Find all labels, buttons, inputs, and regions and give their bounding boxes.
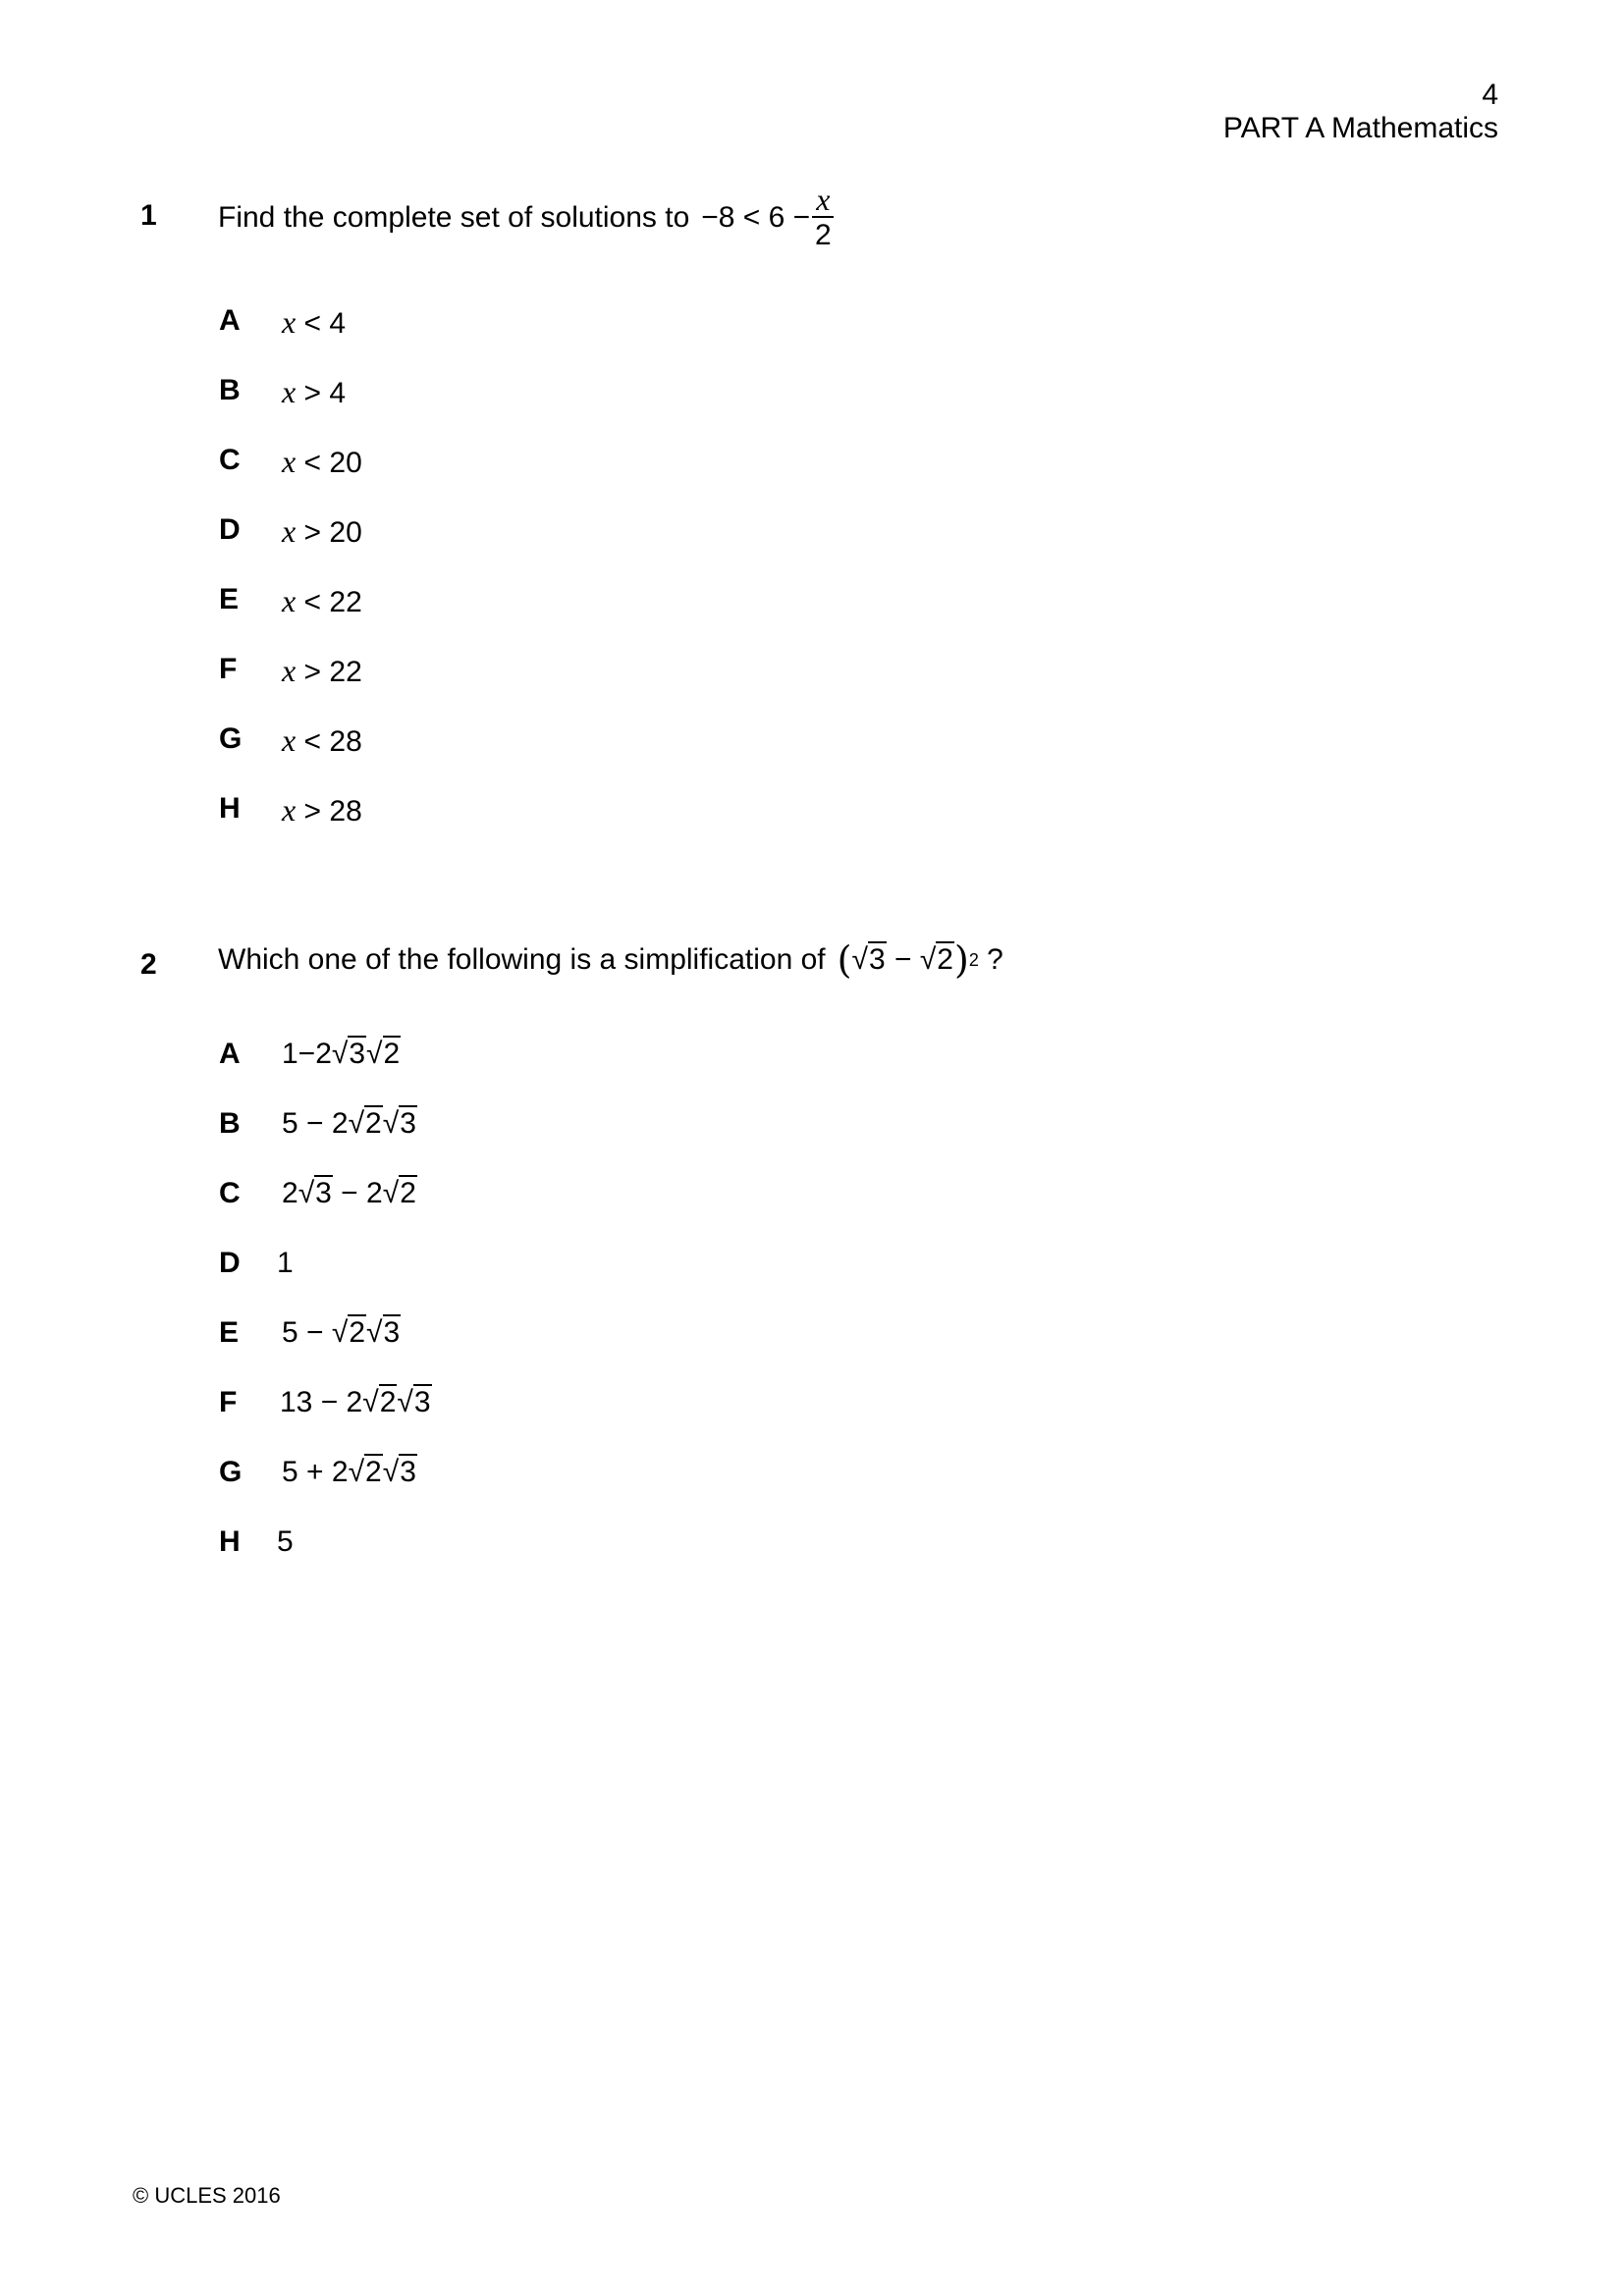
option-letter: C xyxy=(219,444,241,476)
question-stem xyxy=(218,938,1003,982)
stem-fraction xyxy=(812,183,834,253)
option-e[interactable] xyxy=(0,583,785,622)
option-c[interactable] xyxy=(0,1177,785,1216)
option-b[interactable] xyxy=(0,1107,785,1147)
option-d[interactable] xyxy=(0,1247,785,1286)
option-letter: E xyxy=(219,1316,240,1349)
option-letter: B xyxy=(219,374,241,406)
stem-end: ? xyxy=(978,943,1003,976)
option-expression: x < 22 xyxy=(282,583,362,618)
option-letter: G xyxy=(219,722,243,755)
option-letter: C xyxy=(219,1177,241,1209)
option-b[interactable] xyxy=(0,374,785,413)
stem-text: Which one of the following is a simplification of xyxy=(218,943,826,976)
page-number: 4 xyxy=(1482,79,1498,111)
option-letter: H xyxy=(219,1525,241,1558)
option-expression: x > 28 xyxy=(282,792,362,828)
option-expression: 5 − 2√2√3 xyxy=(282,1107,416,1140)
option-expression: x > 20 xyxy=(282,513,362,549)
option-letter: A xyxy=(219,304,241,337)
option-c[interactable] xyxy=(0,444,785,483)
question-number: 1 xyxy=(140,199,157,232)
option-g[interactable] xyxy=(0,1456,785,1495)
option-expression: 1 xyxy=(277,1247,294,1279)
option-h[interactable] xyxy=(0,1525,785,1565)
option-expression: x > 22 xyxy=(282,653,362,688)
option-letter: B xyxy=(219,1107,241,1140)
stem-minus: − xyxy=(886,943,920,976)
fraction-denominator: 2 xyxy=(814,219,832,251)
option-letter: H xyxy=(219,792,241,825)
sqrt-term: √3 xyxy=(851,943,886,976)
stem-math-lhs: −8 < 6 − xyxy=(701,201,811,234)
option-expression: x < 28 xyxy=(282,722,362,758)
sqrt-term: √2 xyxy=(919,943,953,976)
stem-text: Find the complete set of solutions to xyxy=(218,201,690,234)
option-expression: x > 4 xyxy=(282,374,347,409)
fraction-numerator: x xyxy=(812,183,834,218)
option-letter: D xyxy=(219,1247,241,1279)
option-letter: D xyxy=(219,513,241,546)
option-letter: A xyxy=(219,1038,241,1070)
option-expression: 5 − √2√3 xyxy=(282,1316,401,1349)
option-e[interactable] xyxy=(0,1316,785,1356)
option-letter: F xyxy=(219,1386,238,1418)
exponent: 2 xyxy=(968,949,979,970)
option-expression: x < 20 xyxy=(282,444,362,479)
option-a[interactable] xyxy=(0,1038,785,1077)
question-stem xyxy=(218,183,834,253)
option-expression: x < 4 xyxy=(282,304,347,340)
copyright-footer: © UCLES 2016 xyxy=(133,2183,281,2208)
option-letter: E xyxy=(219,583,240,615)
option-g[interactable] xyxy=(0,722,785,762)
option-a[interactable] xyxy=(0,304,785,344)
question-number: 2 xyxy=(140,948,157,981)
right-paren: ) xyxy=(953,938,969,982)
option-expression: 13 − 2√2√3 xyxy=(280,1386,431,1418)
option-expression: 5 + 2√2√3 xyxy=(282,1456,416,1488)
option-expression: 5 xyxy=(277,1525,294,1558)
option-letter: F xyxy=(219,653,238,685)
option-expression: 2√3 − 2√2 xyxy=(282,1177,416,1209)
left-paren: ( xyxy=(837,938,852,982)
option-f[interactable] xyxy=(0,653,785,692)
section-title: PART A Mathematics xyxy=(1222,112,1498,144)
option-h[interactable] xyxy=(0,792,785,831)
option-f[interactable] xyxy=(0,1386,785,1425)
option-letter: G xyxy=(219,1456,243,1488)
option-d[interactable] xyxy=(0,513,785,553)
option-expression: 1−2√3√2 xyxy=(282,1038,401,1070)
